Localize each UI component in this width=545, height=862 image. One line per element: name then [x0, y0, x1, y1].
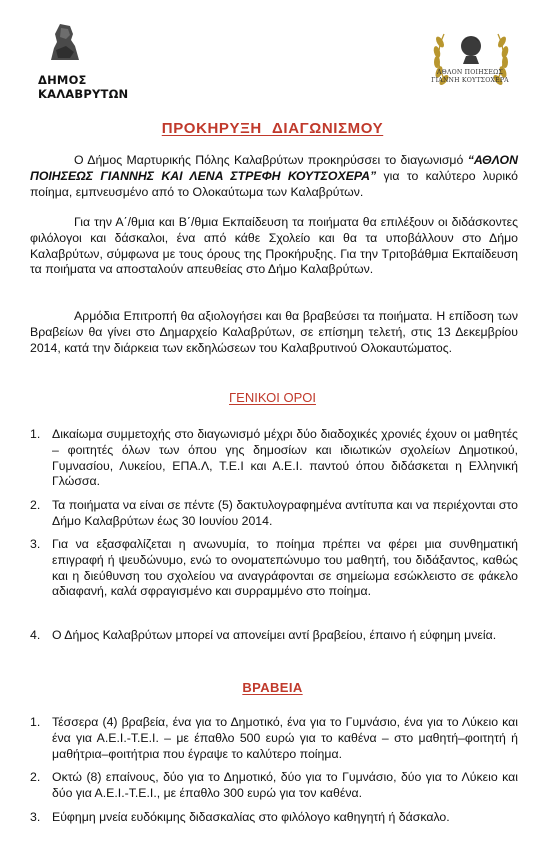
prize-name: “ΑΘΛΟΝ ΠΟΙΗΣΕΩΣ ΓΙΑΝΝΗΣ ΚΑΙ ΛΕΝΑ ΣΤΡΕΦΗ ΚΟΥΤΣΟΧΕΡΑ”	[30, 153, 518, 183]
award-number: 2.	[30, 770, 41, 784]
award-item: Εύφημη μνεία ευδόκιμης διδασκαλίας στο φιλόλογο καθηγητή ή δάσκαλο.	[52, 810, 450, 824]
term-item: Τα ποιήματα να είναι σε πέντε (5) δακτυλογραφημένα αντίτυπα και να περιέχονται στο Δήμο Καλαβρύτων έως 30 Ιουνίου 2014.	[52, 498, 518, 528]
award-item: Οκτώ (8) επαίνους, δύο για το Δημοτικό, δύο για το Γυμνάσιο, δύο για το Λύκειο και δύο για Α.Ε.Ι.-Τ.Ε.Ι., με έπαθλο 300 ευρώ για τον καθένα.	[52, 770, 518, 800]
bust-statue-icon	[46, 22, 82, 62]
document-title: ΠΡΟΚΗΡΥΞΗ ΔΙΑΓΩΝΙΣΜΟΥ	[161, 120, 384, 137]
term-number: 1.	[30, 427, 41, 441]
intro-paragraph-2	[30, 215, 518, 278]
general-terms-heading: ΓΕΝΙΚΟΙ ΟΡΟΙ	[229, 390, 316, 405]
intro-paragraph-2-text: Για την Α΄/θμια και Β΄/θμια Εκπαίδευση τα ποιήματα θα επιλέξουν οι διδάσκοντες φιλόλογοι και δάσκαλοι, ένα από κάθε Σχολείο και θα τα υποβάλλουν στο Δήμο Καλαβρύτων, σύμφωνα με τους όρους της Προκήρυξης. Για την Τριτοβάθμια Εκπαίδευση τα ποιήματα να αποσταλούν απευθείας στο Δήμο Καλαβρύτων.	[30, 215, 518, 277]
term-item: Για να εξασφαλίζεται η ανωνυμία, το ποίημα πρέπει να φέρει μια συνθηματική επιγραφή ή ψευδώνυμο, ενώ το ονοματεπώνυμο του μαθητή, του διδάξαντος, καθώς και η διεύθυνση του σχολείου να αναγράφονται σε σημείωμα εσώκλειστο σε φάκελο αδιαφανή, καλά σφραγισμένο και συρραμμένο στο ποίημα.	[52, 537, 518, 599]
municipality-logo	[38, 22, 148, 101]
intro-text-end: για το καλύτερο λυρικό ποίημα, εμπνευσμένο από το Ολοκαύτωμα των Καλαβρύτων.	[30, 168, 518, 199]
term-item: Ο Δήμος Καλαβρύτων μπορεί να απονείμει αντί βραβείου, έπαινο ή εύφημη μνεία.	[52, 628, 497, 642]
emblem-caption-line2: ΓΙΑΝΝΗ ΚΟΥΤΣΟΧΕΡΑ	[431, 76, 509, 84]
intro-text-start: Ο Δήμος Μαρτυρικής Πόλης Καλαβρύτων προκηρύσσει το διαγωνισμό	[74, 153, 468, 167]
municipality-name-line1: ΔΗΜΟΣ	[38, 73, 87, 87]
award-item: Τέσσερα (4) βραβεία, ένα για το Δημοτικό, ένα για το Γυμνάσιο, ένα για το Λύκειο και ένα για Α.Ε.Ι.-Τ.Ε.Ι. – με έπαθλο 500 ευρώ για το καθένα – στο μαθητή–φοιτητή ή μαθήτρια–φοιτήτρια που έγραψε το καλύτερο ποίημα.	[52, 715, 518, 761]
laurel-wreath-portrait-icon	[426, 22, 516, 102]
term-number: 2.	[30, 498, 41, 512]
municipality-name-line2: ΚΑΛΑΒΡΥΤΩΝ	[38, 87, 129, 101]
intro-paragraph-3	[30, 309, 518, 356]
prize-emblem	[426, 22, 516, 102]
term-number: 3.	[30, 537, 41, 551]
term-item: Δικαίωμα συμμετοχής στο διαγωνισμό μέχρι δύο διαδοχικές χρονιές έχουν οι μαθητές – φοιτητές όλων των όπου γης δημοσίων και ιδιωτικών σχολείων Δημοτικού, Γυμνασίου, Λυκείου, ΕΠΑ.Λ, Τ.Ε.Ι και Α.Ε.Ι. παντού όπου διδάσκεται η Ελληνική Γλώσσα.	[52, 427, 518, 489]
intro-paragraph-1	[30, 153, 518, 200]
term-number: 4.	[30, 628, 41, 642]
award-number: 3.	[30, 810, 41, 824]
intro-paragraph-3-text: Αρμόδια Επιτροπή θα αξιολογήσει και θα βραβεύσει τα ποιήματα. Η επίδοση των Βραβείων θα γίνει στο Δημαρχείο Καλαβρύτων, σε επίσημη τελετή, στις 13 Δεκεμβρίου 2014, κατά την διάρκεια των εκδηλώσεων του Καλαβρυτινού Ολοκαυτώματος.	[30, 309, 518, 355]
award-number: 1.	[30, 715, 41, 729]
awards-heading: ΒΡΑΒΕΙΑ	[242, 680, 303, 695]
emblem-caption-line1: ΑΘΛΟΝ ΠΟΙΗΣΕΩΣ	[437, 69, 503, 76]
